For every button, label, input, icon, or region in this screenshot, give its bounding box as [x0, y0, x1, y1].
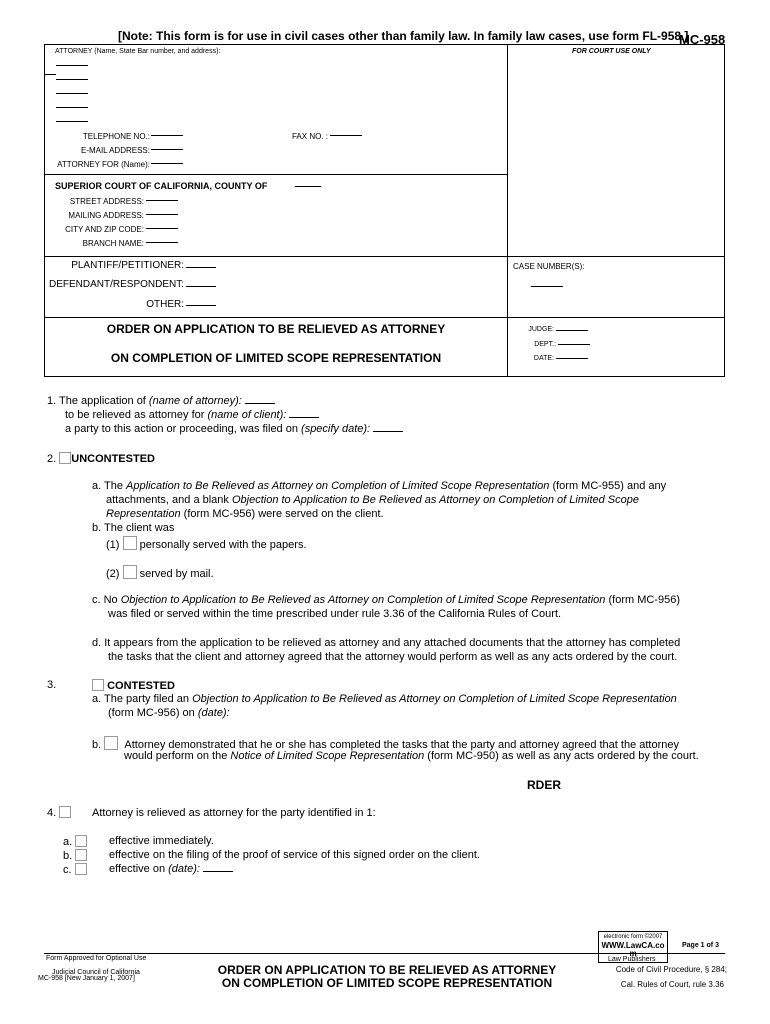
mailing-label: MAILING ADDRESS:	[68, 211, 144, 220]
case-number-label: CASE NUMBER(S):	[513, 262, 585, 271]
defendant-label: DEFENDANT/RESPONDENT:	[48, 279, 184, 290]
item2-d-line1: d. It appears from the application to be relieved as attorney and any attached documents that the attorney has completed	[92, 637, 681, 649]
lawca-link[interactable]: WWW.LawCA.co	[601, 941, 665, 950]
item4-b: b.	[63, 849, 87, 862]
title-line-1: ORDER ON APPLICATION TO BE RELIEVED AS ATTORNEY	[106, 322, 446, 336]
city-field[interactable]	[146, 228, 178, 229]
attorney-line-2[interactable]	[56, 79, 88, 80]
judge-label: JUDGE:	[528, 326, 554, 333]
efrom-text: electronic form ©2007	[603, 934, 663, 940]
item1-line1: 1. The application of (name of attorney):	[47, 395, 275, 407]
email-label: E-MAIL ADDRESS:	[80, 146, 150, 155]
divider-vertical-top	[507, 44, 508, 256]
item3-b-line2: would perform on the Notice of Limited Scope Representation (form MC-950) as well as any acts ordered by the court.	[124, 750, 699, 762]
footer-rule	[44, 953, 725, 954]
footer-title-2: ON COMPLETION OF LIMITED SCOPE REPRESENTATION	[221, 976, 553, 990]
item2-c-line1: c. No Objection to Application to Be Relieved as Attorney on Completion of Limited Scope Representation (form MC-956)	[92, 594, 680, 606]
date-field[interactable]	[556, 358, 588, 359]
attorney-tick	[44, 74, 56, 75]
item1-line2: to be relieved as attorney for (name of client):	[65, 409, 319, 421]
item3-a-line2: (form MC-956) on (date):	[108, 707, 230, 719]
item2-b: b. The client was	[92, 522, 175, 534]
title-line-2: ON COMPLETION OF LIMITED SCOPE REPRESENTATION	[110, 351, 442, 365]
served-by-mail-checkbox[interactable]	[123, 565, 137, 579]
item2-d-line2: the tasks that the client and attorney agreed that the attorney would perform as well as any acts ordered by the court.	[108, 651, 678, 663]
client-name-field[interactable]	[289, 417, 319, 418]
telephone-label: TELEPHONE NO.:	[82, 132, 150, 141]
date-label: DATE:	[533, 355, 554, 362]
attorney-line-4[interactable]	[56, 107, 88, 108]
email-field[interactable]	[151, 149, 183, 150]
attorney-line-3[interactable]	[56, 93, 88, 94]
court-use-label: FOR COURT USE ONLY	[572, 48, 651, 55]
street-field[interactable]	[146, 200, 178, 201]
item3-b-line1: b. Attorney demonstrated that he or she has completed the tasks that the party and attorney agreed that the attorney	[92, 736, 679, 751]
item4-text: Attorney is relieved as attorney for the party identified in 1:	[92, 807, 376, 819]
immediately-checkbox[interactable]	[75, 835, 87, 847]
fax-field[interactable]	[330, 135, 362, 136]
rules-citation: Cal. Rules of Court, rule 3.36	[620, 980, 724, 989]
other-label: OTHER:	[146, 299, 184, 310]
item2-b2: (2) served by mail.	[106, 565, 214, 580]
plaintiff-label: PLANTIFF/PETITIONER:	[71, 260, 184, 271]
attorney-line-1[interactable]	[56, 65, 88, 66]
header-note: [Note: This form is for use in civil cases other than family law. In family law cases, use form FL-958.]	[118, 29, 689, 43]
telephone-field[interactable]	[151, 135, 183, 136]
uncontested-checkbox[interactable]	[59, 452, 71, 464]
attorney-for-field[interactable]	[151, 163, 183, 164]
page-number: Page 1 of 3	[682, 942, 719, 949]
attorney-name-field[interactable]	[245, 403, 275, 404]
order-heading: RDER	[527, 778, 562, 792]
divider-attorney-court	[44, 174, 508, 175]
item4-c: c.	[63, 863, 87, 876]
item3-num: 3.	[47, 679, 57, 691]
item3-a-line1: a. The party filed an Objection to Application to Be Relieved as Attorney on Completion of Limited Scope Representation	[92, 693, 677, 705]
case-number-field[interactable]	[531, 286, 563, 287]
city-label: CITY AND ZIP CODE:	[65, 225, 144, 234]
plaintiff-field[interactable]	[186, 267, 216, 268]
approved-text: Form Approved for Optional Use	[46, 955, 147, 962]
branch-label: BRANCH NAME:	[82, 239, 144, 248]
revision-text: MC-958 [New January 1, 2007]	[38, 975, 135, 982]
item4-a: a.	[63, 835, 87, 848]
divider-parties-title	[44, 317, 725, 318]
code-citation: Code of Civil Procedure, § 284;	[615, 965, 727, 974]
attorney-line-5[interactable]	[56, 121, 88, 122]
attorney-label: ATTORNEY (Name, State Bar number, and address):	[55, 48, 221, 55]
filed-date-field[interactable]	[373, 431, 403, 432]
relieved-checkbox[interactable]	[59, 806, 71, 818]
item2-b1: (1) personally served with the papers.	[106, 536, 307, 551]
county-field[interactable]	[295, 186, 321, 187]
publishers-text: Law Publishers	[608, 956, 656, 963]
branch-field[interactable]	[146, 242, 178, 243]
item2-heading: 2. UNCONTESTED	[47, 453, 155, 465]
item1-line3: a party to this action or proceeding, was filed on (specify date):	[65, 423, 403, 435]
contested-checkbox[interactable]	[92, 679, 104, 691]
item2-a-line1: a. The Application to Be Relieved as Attorney on Completion of Limited Scope Representation (form MC-955) and any	[92, 480, 667, 492]
lawca-stamp	[601, 934, 665, 958]
item4-c-text: effective on (date):	[109, 863, 233, 875]
footer-title-1: ORDER ON APPLICATION TO BE RELIEVED AS ATTORNEY	[217, 963, 557, 977]
mailing-field[interactable]	[146, 214, 178, 215]
item2-a-line2: attachments, and a blank Objection to Application to Be Relieved as Attorney on Completion of Limited Scope	[106, 494, 639, 506]
divider-court-parties	[44, 256, 725, 257]
item2-a-line3: Representation (form MC-956) were served on the client.	[106, 508, 384, 520]
dept-label: DEPT.:	[534, 341, 556, 348]
item3-heading: CONTESTED	[92, 679, 175, 692]
council-text: Judicial Council of California	[52, 969, 140, 976]
court-title: SUPERIOR COURT OF CALIFORNIA, COUNTY OF	[55, 181, 268, 191]
demonstrated-checkbox[interactable]	[104, 736, 118, 750]
dept-field[interactable]	[558, 344, 590, 345]
item2-c-line2: was filed or served within the time prescribed under rule 3.36 of the California Rules of Court.	[108, 608, 562, 620]
on-filing-checkbox[interactable]	[75, 849, 87, 861]
other-field[interactable]	[186, 305, 216, 306]
defendant-field[interactable]	[186, 286, 216, 287]
street-label: STREET ADDRESS:	[69, 197, 144, 206]
attorney-for-label: ATTORNEY FOR (Name):	[57, 160, 150, 169]
effective-date-checkbox[interactable]	[75, 863, 87, 875]
fax-label: FAX NO. :	[291, 132, 328, 141]
item4-b-text: effective on the filing of the proof of service of this signed order on the client.	[109, 849, 480, 861]
item4-num: 4.	[47, 806, 71, 819]
form-number: MC-958	[679, 32, 726, 47]
effective-date-field[interactable]	[203, 871, 233, 872]
judge-field[interactable]	[556, 330, 588, 331]
personally-served-checkbox[interactable]	[123, 536, 137, 550]
item4-a-text: effective immediately.	[109, 835, 214, 847]
